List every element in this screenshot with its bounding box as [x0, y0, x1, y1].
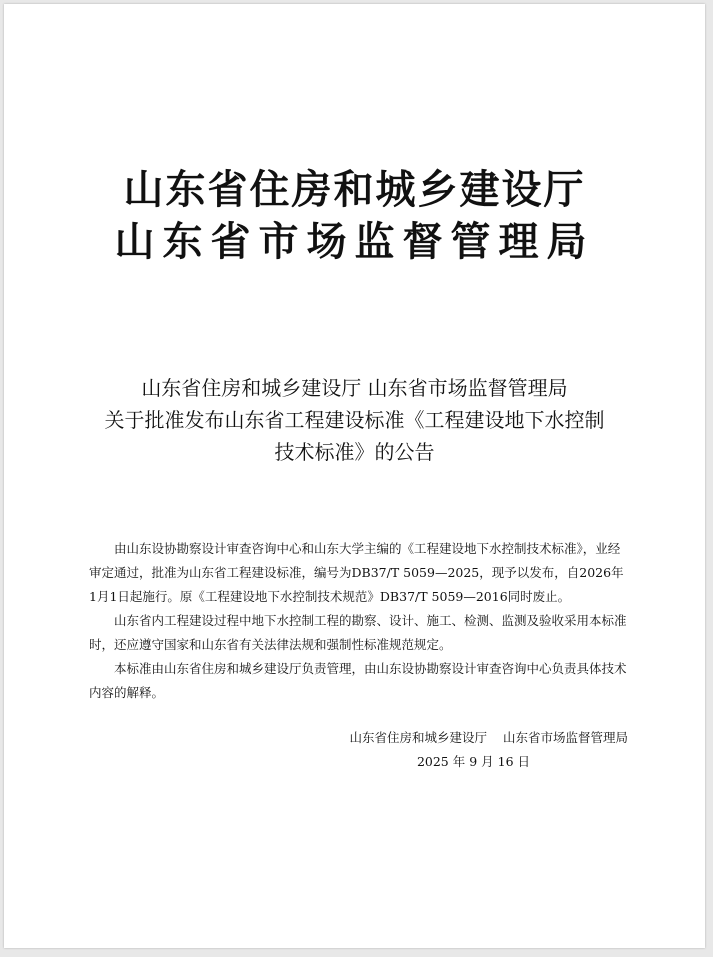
- issuer-header-line-2: 山东省市场监督管理局: [114, 218, 595, 265]
- title-line-2: 关于批准发布山东省工程建设标准《工程建设地下水控制: [104, 408, 605, 432]
- document-page: [4, 4, 705, 948]
- body-paragraph-1: 由山东设协勘察设计审查咨询中心和山东大学主编的《工程建设地下水控制技术标准》，业经审定通过，批准为山东省工程建设标准，编号为DB37/T 5059—2025，现予以发布，自2026年1月1日起施行。原《工程建设地下水控制技术规范》DB37/T 5059—2016同时废止。: [89, 541, 624, 604]
- body-paragraph-3: 本标准由山东省住房和城乡建设厅负责管理，由山东设协勘察设计审查咨询中心负责具体技术内容的解释。: [89, 661, 627, 700]
- issuer-header-line-1: 山东省住房和城乡建设厅: [123, 166, 586, 213]
- signature-issuer-1: 山东省住房和城乡建设厅: [349, 730, 487, 745]
- announcement-body: [89, 537, 629, 705]
- title-line-3: 技术标准》的公告: [274, 440, 435, 464]
- signature-date: 2025 年 9 月 16 日: [416, 754, 530, 769]
- signature-block: [349, 726, 628, 774]
- signature-issuer-2: 山东省市场监督管理局: [502, 730, 628, 745]
- announcement-title: [44, 372, 665, 468]
- title-line-1: 山东省住房和城乡建设厅 山东省市场监督管理局: [141, 376, 568, 400]
- body-paragraph-2: 山东省内工程建设过程中地下水控制工程的勘察、设计、施工、检测、监测及验收采用本标准时，还应遵守国家和山东省有关法律法规和强制性标准规范规定。: [89, 613, 627, 652]
- signature-issuers: [349, 726, 628, 750]
